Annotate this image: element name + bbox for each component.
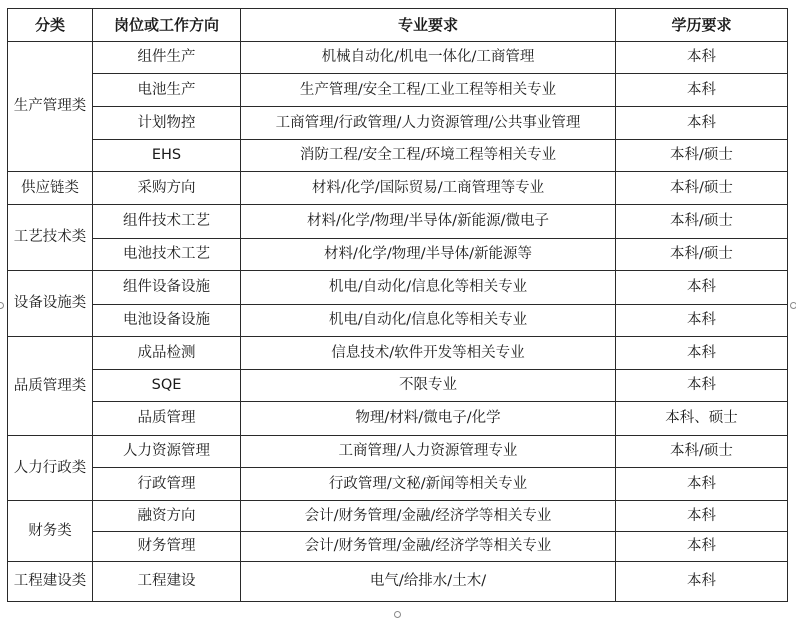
education-cell: 本科 (616, 74, 788, 107)
table-row (8, 172, 788, 205)
education-cell: 本科 (616, 337, 788, 370)
major-cell: 电气/给排水/土木/ (241, 562, 616, 602)
position-cell: 工程建设 (93, 562, 241, 602)
table-row (8, 271, 788, 305)
table-row (8, 501, 788, 532)
education-cell: 本科 (616, 370, 788, 402)
major-cell: 信息技术/软件开发等相关专业 (241, 337, 616, 370)
position-cell: 人力资源管理 (93, 436, 241, 468)
table-row (8, 42, 788, 74)
education-cell: 本科 (616, 532, 788, 562)
major-cell: 材料/化学/国际贸易/工商管理等专业 (241, 172, 616, 205)
category-cell: 供应链类 (8, 172, 93, 205)
table-row (8, 562, 788, 602)
header-category: 分类 (8, 9, 93, 42)
table-row (8, 305, 788, 337)
table-row (8, 436, 788, 468)
position-cell: 组件设备设施 (93, 271, 241, 305)
education-cell: 本科 (616, 42, 788, 74)
position-cell: 财务管理 (93, 532, 241, 562)
position-cell: 成品检测 (93, 337, 241, 370)
education-cell: 本科 (616, 501, 788, 532)
position-cell: EHS (93, 140, 241, 172)
resize-handle-left[interactable] (0, 302, 4, 309)
position-cell: 融资方向 (93, 501, 241, 532)
major-cell: 工商管理/行政管理/人力资源管理/公共事业管理 (241, 107, 616, 140)
position-cell: 计划物控 (93, 107, 241, 140)
category-cell: 工程建设类 (8, 562, 93, 602)
education-cell: 本科、硕士 (616, 402, 788, 436)
major-cell: 工商管理/人力资源管理专业 (241, 436, 616, 468)
major-cell: 机械自动化/机电一体化/工商管理 (241, 42, 616, 74)
major-cell: 机电/自动化/信息化等相关专业 (241, 271, 616, 305)
position-cell: 电池设备设施 (93, 305, 241, 337)
table-row (8, 74, 788, 107)
education-cell: 本科/硕士 (616, 205, 788, 239)
table-row (8, 468, 788, 501)
education-cell: 本科 (616, 271, 788, 305)
education-cell: 本科 (616, 305, 788, 337)
major-cell: 会计/财务管理/金融/经济学等相关专业 (241, 501, 616, 532)
major-cell: 生产管理/安全工程/工业工程等相关专业 (241, 74, 616, 107)
table-header-row (8, 9, 788, 42)
category-cell: 工艺技术类 (8, 205, 93, 271)
major-cell: 材料/化学/物理/半导体/新能源/微电子 (241, 205, 616, 239)
header-education: 学历要求 (616, 9, 788, 42)
major-cell: 会计/财务管理/金融/经济学等相关专业 (241, 532, 616, 562)
position-cell: 组件生产 (93, 42, 241, 74)
major-cell: 物理/材料/微电子/化学 (241, 402, 616, 436)
position-cell: 品质管理 (93, 402, 241, 436)
position-cell: 行政管理 (93, 468, 241, 501)
header-major: 专业要求 (241, 9, 616, 42)
education-cell: 本科/硕士 (616, 172, 788, 205)
table-row (8, 370, 788, 402)
table-row (8, 532, 788, 562)
education-cell: 本科 (616, 468, 788, 501)
category-cell: 生产管理类 (8, 42, 93, 172)
table-row (8, 402, 788, 436)
table-body (8, 42, 788, 602)
position-cell: 采购方向 (93, 172, 241, 205)
category-cell: 品质管理类 (8, 337, 93, 436)
header-position: 岗位或工作方向 (93, 9, 241, 42)
category-cell: 财务类 (8, 501, 93, 562)
category-cell: 设备设施类 (8, 271, 93, 337)
education-cell: 本科/硕士 (616, 140, 788, 172)
position-cell: 电池技术工艺 (93, 239, 241, 271)
table-row (8, 140, 788, 172)
education-cell: 本科/硕士 (616, 436, 788, 468)
table-row (8, 337, 788, 370)
table-row (8, 239, 788, 271)
table-row (8, 205, 788, 239)
position-cell: SQE (93, 370, 241, 402)
major-cell: 材料/化学/物理/半导体/新能源等 (241, 239, 616, 271)
major-cell: 不限专业 (241, 370, 616, 402)
education-cell: 本科 (616, 562, 788, 602)
requirements-table (7, 8, 788, 602)
position-cell: 组件技术工艺 (93, 205, 241, 239)
resize-handle-right[interactable] (790, 302, 796, 309)
major-cell: 机电/自动化/信息化等相关专业 (241, 305, 616, 337)
category-cell: 人力行政类 (8, 436, 93, 501)
education-cell: 本科 (616, 107, 788, 140)
major-cell: 行政管理/文秘/新闻等相关专业 (241, 468, 616, 501)
education-cell: 本科/硕士 (616, 239, 788, 271)
table-row (8, 107, 788, 140)
major-cell: 消防工程/安全工程/环境工程等相关专业 (241, 140, 616, 172)
position-cell: 电池生产 (93, 74, 241, 107)
